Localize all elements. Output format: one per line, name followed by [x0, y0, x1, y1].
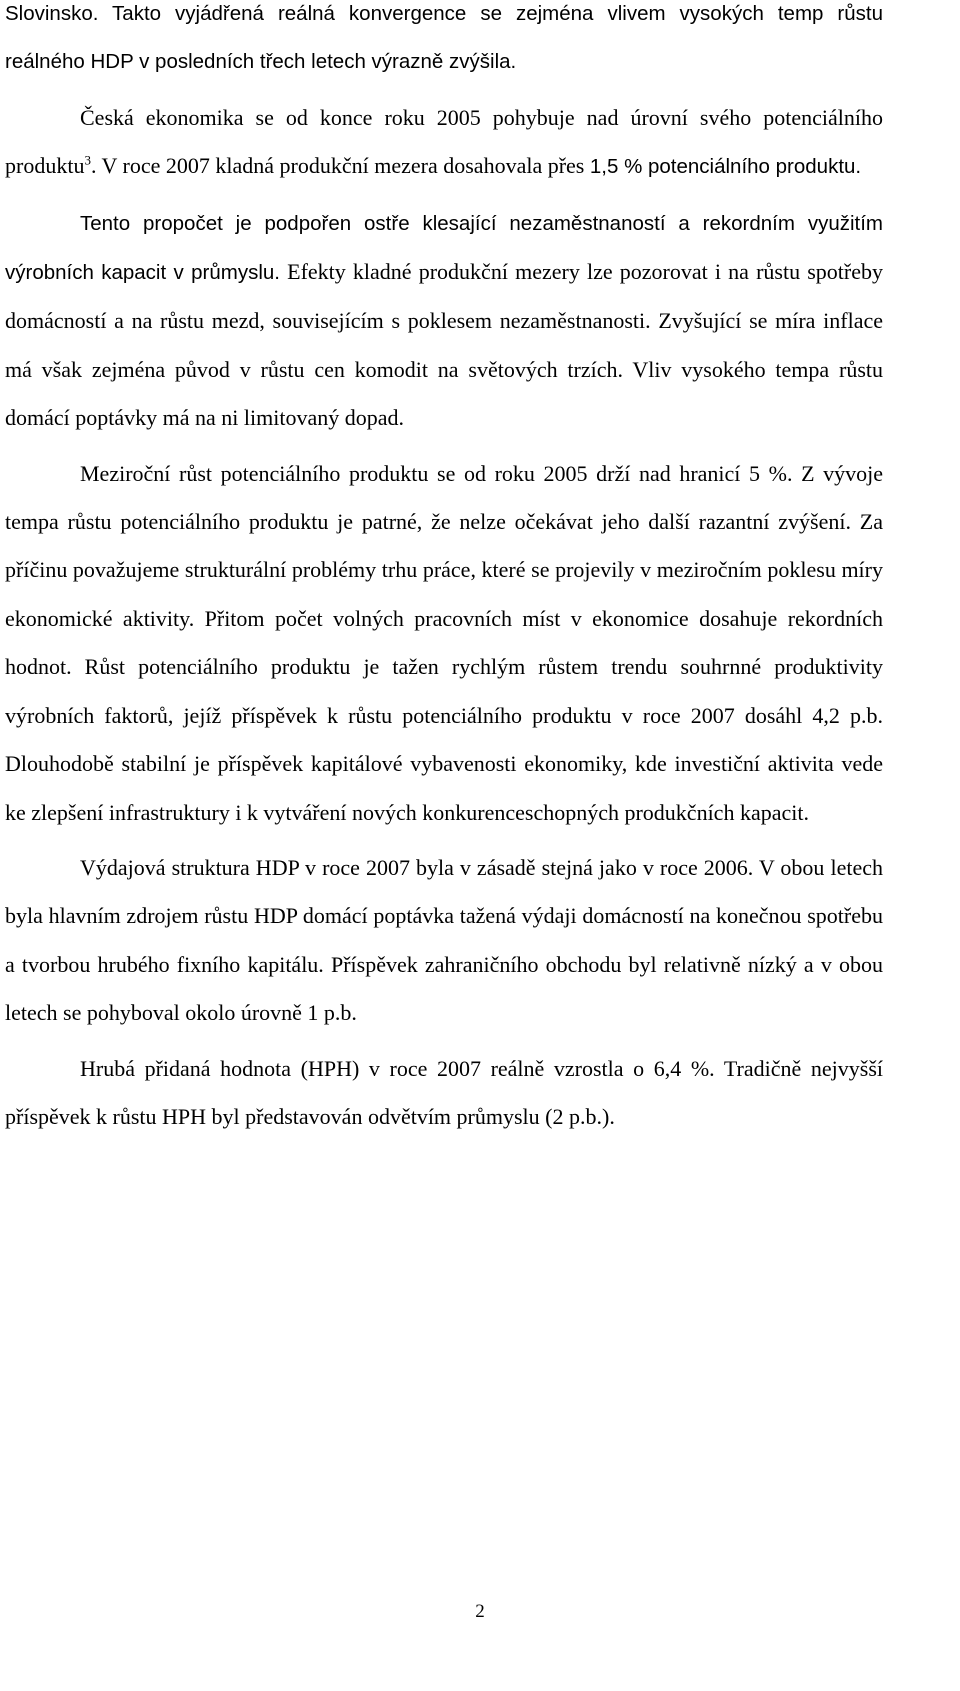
paragraph-2: [5, 94, 883, 192]
paragraph-5: [5, 844, 883, 1038]
page-number: 2: [475, 1601, 485, 1622]
paragraph-4-text-b: Z vývoje tempa růstu potenciálního produktu je patrné, že nelze očekávat jeho další razantní zvýšení. Za příčinu považujeme strukturální problémy trhu práce, které se projevily v meziročním poklesu míry ekonomické aktivity. Přitom počet volných pracovních míst v ekonomice dosahuje rekordních hodnot. Růst potenciálního produktu je tažen rychlým růstem trendu souhrnné produktivity výrobních faktorů, jejíž příspěvek k růstu potenciálního produktu v roce 2007 dosáhl 4,2 p.b. Dlouhodobě stabilní je příspěvek kapitálové vybavenosti ekonomiky, kde investiční aktivita vede ke zlepšení infrastruktury i k vytváření nových konkurenceschopných produkčních kapacit.: [5, 460, 883, 825]
paragraph-2-text-b: . V roce 2007 kladná produkční mezera dosahovala přes: [90, 153, 590, 179]
paragraph-3: [5, 199, 883, 443]
paragraph-3-text-b: Efekty kladné produkční mezery lze pozorovat i na růstu spotřeby domácností a na růstu mezd, souvisejícím s poklesem nezaměstnanosti. Zvyšující se míra inflace má však zejména původ v růstu cen komodit na světových trzích. Vliv vysokého tempa růstu domácí poptávky má na ni limitovaný dopad.: [5, 259, 883, 431]
paragraph-6: [5, 1045, 883, 1142]
paragraph-2-text-c: 1,5 % potenciálního produktu.: [589, 155, 862, 179]
footnote-reference[interactable]: 3: [84, 152, 91, 168]
paragraph-4-text-a: Meziroční růst potenciálního produktu se od roku 2005 drží nad hranicí 5 %.: [80, 460, 793, 486]
paragraph-3-text-a: Tento propočet je podpořen ostře klesající nezaměstnaností a rekordním využitím výrobních kapacit v průmyslu.: [5, 211, 883, 285]
paragraph-1: [5, 0, 883, 87]
paragraph-4: [5, 450, 883, 837]
document-body: [5, 0, 883, 1141]
paragraph-1-text: Slovinsko. Takto vyjádřená reálná konvergence se zejména vlivem vysokých temp růstu reálného HDP v posledních třech letech výrazně zvýšila.: [5, 2, 883, 74]
paragraph-5-text: Výdajová struktura HDP v roce 2007 byla v zásadě stejná jako v roce 2006. V obou letech byla hlavním zdrojem růstu HDP domácí poptávka tažená výdaji domácností na konečnou spotřebu a tvorbou hrubého fixního kapitálu. Příspěvek zahraničního obchodu byl relativně nízký a v obou letech se pohyboval okolo úrovně 1 p.b.: [5, 854, 883, 1026]
paragraph-2-text-a: Česká ekonomika se od konce roku 2005 pohybuje nad úrovní svého potenciálního produktu: [5, 104, 883, 179]
paragraph-6-text: Hrubá přidaná hodnota (HPH) v roce 2007 reálně vzrostla o 6,4 %. Tradičně nejvyšší příspěvek k růstu HPH byl představován odvětvím průmyslu (2 p.b.).: [5, 1055, 883, 1129]
